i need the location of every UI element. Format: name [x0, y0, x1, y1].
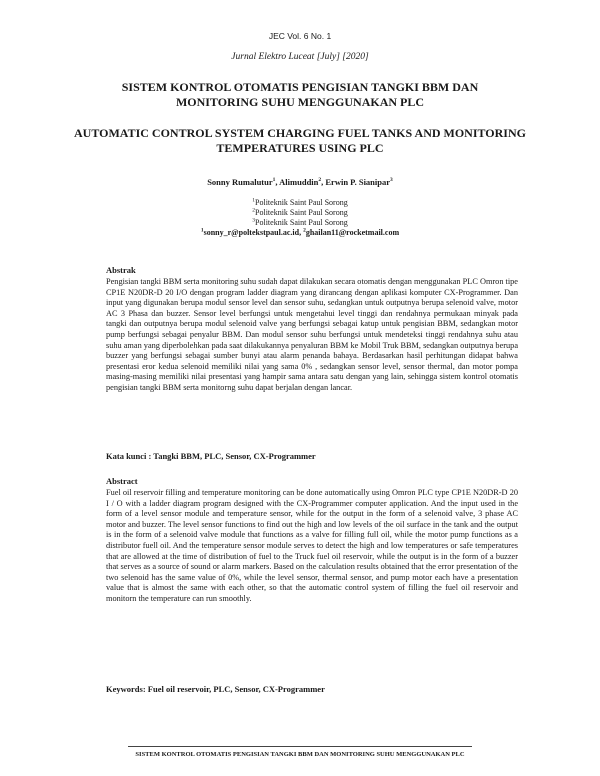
keywords: Keywords: Fuel oil reservoir, PLC, Sensor, CX-Programmer [106, 684, 325, 694]
author: Alimuddin$^2$, [279, 177, 326, 187]
running-footer: SISTEM KONTROL OTOMATIS PENGISIAN TANGKI BBM DAN MONITORING SUHU MENGGUNAKAN PLC [135, 751, 465, 758]
affiliation: $^2$Politeknik Saint Paul Sorong [252, 207, 348, 217]
abstract-body: Fuel oil reservoir filling and temperature monitoring can be done automatically using Omron PLC type CP1E N20DR-D 20 I / O with a ladder diagram program designed with the CX-Programmer computer application. And the input used in the form of a level sensor module and temperature sensor, while for the output in the form of a selenoid valve, 3 phase AC motor and buzzer. The level sensor functions to find out the high and low levels of the oil surface in the tank and the output is in the form of a selenoid valve module that functions as a valve for filling full oil, while the motor pump functions as a distributor fuell oil. And the temperature sensor module serves to detect the high and low temperatures or safe temperatures that are allowed at the time of distribution of fuel to the Truck fuel oil reservoir, while the output is in the form of a buzzer that serves as a source of sound or alarm markers. Based on the calculation results obtained that the error presentation of the two selenoid has the same value of 0%, while the level sensor, thermal sensor, and pump motor each have a presentation value that is almost the same with each other, so that the automatic control system of filling the fuel oil reservoir and monitorn the temperature can run smoothly. [106, 488, 518, 603]
affiliation: $^3$Politeknik Saint Paul Sorong [252, 217, 348, 227]
abstract-heading: Abstract [106, 476, 138, 486]
title-indonesian: SISTEM KONTROL OTOMATIS PENGISIAN TANGKI BBM DAN MONITORING SUHU MENGGUNAKAN PLC [121, 80, 479, 109]
author-emails: $^1$sonny_r@poltekstpaul.ac.id, $^2$ghailan11@rocketmail.com [200, 227, 400, 237]
title-english: AUTOMATIC CONTROL SYSTEM CHARGING FUEL TANKS AND MONITORING TEMPERATURES USING PLC [74, 126, 526, 155]
journal-issue: JEC Vol. 6 No. 1 [268, 31, 332, 41]
author-list [0, 177, 600, 187]
author: Sonny Rumalutur$^1$, [207, 177, 280, 187]
affiliation: $^1$Politeknik Saint Paul Sorong [252, 197, 348, 207]
abstract-section [106, 475, 518, 605]
author: Erwin P. Sianipar$^3$ [325, 177, 393, 187]
abstrak-body: Pengisian tangki BBM serta monitoring suhu sudah dapat dilakukan secara otomatis dengan menggunakan PLC Omron tipe CP1E N20DR-D 20 I/O dengan program ladder diagram yang dirancang dengan aplikasi komputer CX-Programmer. Dan input yang digunakan berupa modul sensor level dan sensor suhu, sedangkan untuk outputnya berupa selenoid valve, motor AC 3 Phasa dan buzzer. Sensor level berfungsi untuk mengetahui level tinggi dan rendahnya permukaan minyak pada tangki dan outputnya berupa modul selenoid valve yang berfungsi sebagai katup untuk pengisian BBM, sedangkan motor pump berfungsi sebagai penyalur BBM. Dan modul sensor suhu berfungsi untuk mendeteksi tinggi rendahnya suhu atau suhu aman yang diperbolehkan pada saat dilakukannya penyaluran BBM ke Mobil Truk BBM, sedangkan outputnya berupa buzzer yang berfungsi sebagai sumber bunyi atau alarm penanda bahaya. Berdasarkan hasil perhitungan didapat bahwa presentasi eror kedua selenoid memiliki nilai yang sama 0% , sedangkan sensor level, sensor thermal, dan motor pompa masing-masing memiliki nilai presentasi yang hampir sama antara satu dengan yang lain, sehingga sistem kontrol otomatis pengisian tangki BBM serta monitorng suhu dapat berjalan dengan lancar. [106, 277, 518, 392]
kata-kunci: Kata kunci : Tangki BBM, PLC, Sensor, CX-Programmer [106, 451, 316, 461]
abstrak-heading: Abstrak [106, 265, 136, 275]
footer-divider [128, 746, 472, 747]
affiliations [0, 198, 600, 238]
journal-name: Jurnal Elektro Luceat [July] [2020] [231, 52, 369, 62]
abstrak-section [106, 264, 518, 394]
